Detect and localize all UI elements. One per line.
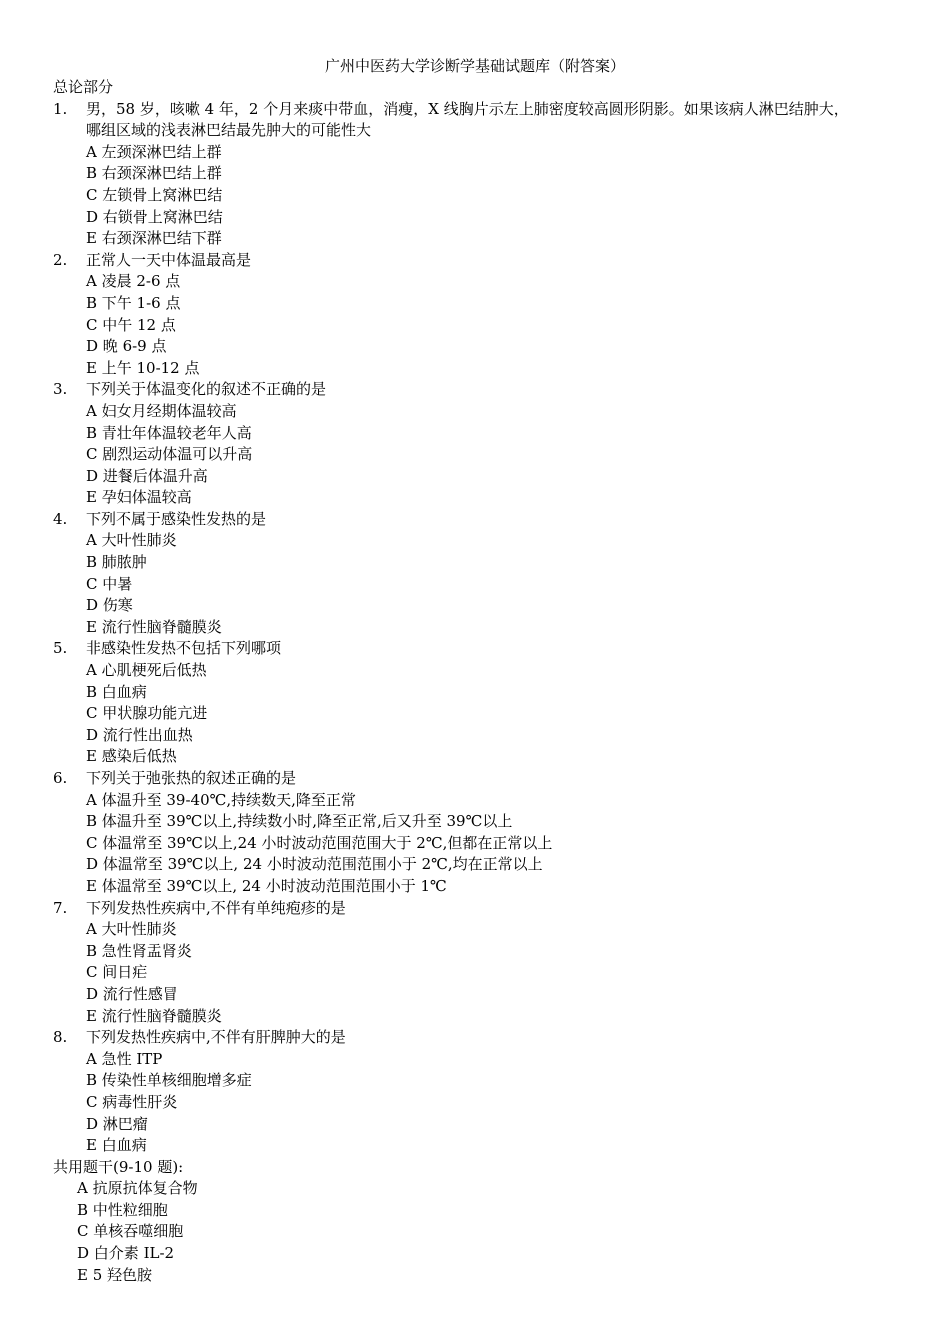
question-7 [53, 898, 903, 1028]
question-stem [53, 1027, 903, 1049]
option-b: B 传染性单核细胞增多症 [86, 1071, 252, 1090]
question-stem [53, 99, 903, 121]
option-c: C 间日疟 [86, 963, 148, 982]
question-number: 3. [53, 380, 68, 399]
question-5 [53, 638, 903, 768]
question-number: 7. [53, 898, 68, 917]
option-e: E 孕妇体温较高 [86, 488, 192, 507]
option-b: B 体温升至 39℃以上,持续数小时,降至正常,后又升至 39℃以上 [86, 812, 513, 831]
question-stem-text: 下列不属于感染性发热的是 [86, 509, 267, 528]
question-stem-text: 下列发热性疾病中,不伴有肝脾肿大的是 [86, 1028, 346, 1047]
option-d: D 体温常至 39℃以上, 24 小时波动范围范围小于 2℃,均在正常以上 [86, 855, 543, 874]
shared-option-c: C 单核吞噬细胞 [77, 1222, 184, 1241]
option-c: C 中午 12 点 [86, 315, 176, 334]
question-stem-text: 非感染性发热不包括下列哪项 [86, 639, 282, 658]
question-4 [53, 509, 903, 639]
question-8 [53, 1027, 903, 1157]
option-a: A 妇女月经期体温较高 [86, 401, 237, 420]
option-a: A 大叶性肺炎 [86, 531, 177, 550]
option-b: B 白血病 [86, 682, 147, 701]
document-title: 广州中医药大学诊断学基础试题库（附答案） [324, 57, 625, 75]
option-a: A 凌晨 2-6 点 [86, 272, 181, 291]
question-1 [53, 99, 903, 250]
option-a: A 左颈深淋巴结上群 [86, 142, 222, 161]
question-stem-text: 男，58 岁，咳嗽 4 年，2 个月来痰中带血，消瘦，X 线胸片示左上肺密度较高圆形阴影。如果该病人淋巴结肿大， [86, 99, 849, 118]
option-a: A 体温升至 39-40℃,持续数天,降至正常 [86, 790, 356, 809]
question-number: 5. [53, 639, 68, 658]
question-number: 1. [53, 99, 68, 118]
question-stem [53, 638, 903, 660]
option-d: D 淋巴瘤 [86, 1114, 148, 1133]
option-a: A 大叶性肺炎 [86, 920, 177, 939]
question-stem [53, 898, 903, 920]
shared-stem-group [53, 1157, 903, 1287]
question-stem-text: 下列发热性疾病中,不伴有单纯疱疹的是 [86, 898, 346, 917]
question-3 [53, 379, 903, 509]
question-stem-text: 正常人一天中体温最高是 [86, 250, 252, 269]
question-stem [53, 250, 903, 272]
question-stem-continuation: 哪组区域的浅表淋巴结最先肿大的可能性大 [86, 121, 372, 140]
option-d: D 伤寒 [86, 596, 133, 615]
option-a: A 心肌梗死后低热 [86, 661, 207, 680]
option-d: D 右锁骨上窝淋巴结 [86, 207, 223, 226]
question-stem [53, 768, 903, 790]
question-number: 4. [53, 509, 68, 528]
question-stem-text: 下列关于弛张热的叙述正确的是 [86, 769, 297, 787]
shared-option-e: E 5 羟色胺 [77, 1265, 153, 1284]
option-c: C 甲状腺功能亢进 [86, 704, 208, 723]
option-b: B 下午 1-6 点 [86, 293, 181, 312]
question-stem-text: 下列关于体温变化的叙述不正确的是 [86, 380, 327, 399]
question-stem [53, 509, 903, 531]
shared-stem-heading: 共用题干(9-10 题): [53, 1157, 184, 1176]
option-e: E 右颈深淋巴结下群 [86, 229, 222, 248]
option-d: D 晚 6-9 点 [86, 337, 167, 356]
option-c: C 左锁骨上窝淋巴结 [86, 185, 223, 204]
question-number: 6. [53, 769, 68, 787]
option-e: E 白血病 [86, 1136, 147, 1155]
question-6 [53, 768, 903, 898]
option-b: B 肺脓肿 [86, 553, 147, 572]
option-e: E 感染后低热 [86, 747, 177, 766]
section-heading: 总论部分 [53, 78, 114, 96]
shared-option-b: B 中性粒细胞 [77, 1200, 168, 1219]
option-d: D 流行性出血热 [86, 725, 193, 744]
option-a: A 急性 ITP [86, 1049, 163, 1068]
option-c: C 体温常至 39℃以上,24 小时波动范围范围大于 2℃,但都在正常以上 [86, 833, 553, 852]
question-stem [53, 379, 903, 401]
option-d: D 进餐后体温升高 [86, 466, 208, 485]
option-e: E 体温常至 39℃以上, 24 小时波动范围范围小于 1℃ [86, 876, 447, 895]
option-c: C 病毒性肝炎 [86, 1092, 178, 1111]
option-b: B 急性肾盂肾炎 [86, 941, 192, 960]
option-e: E 流行性脑脊髓膜炎 [86, 1006, 222, 1025]
question-number: 8. [53, 1028, 68, 1047]
option-b: B 右颈深淋巴结上群 [86, 164, 222, 183]
option-c: C 中暑 [86, 574, 133, 593]
option-e: E 流行性脑脊髓膜炎 [86, 617, 222, 636]
option-d: D 流行性感冒 [86, 984, 178, 1003]
shared-option-d: D 白介素 IL-2 [77, 1244, 175, 1263]
question-2 [53, 250, 903, 380]
question-number: 2. [53, 250, 68, 269]
option-b: B 青壮年体温较老年人高 [86, 423, 252, 442]
option-c: C 剧烈运动体温可以升高 [86, 445, 253, 464]
shared-option-a: A 抗原抗体复合物 [77, 1179, 198, 1198]
document-body [53, 77, 903, 1286]
option-e: E 上午 10-12 点 [86, 358, 200, 377]
